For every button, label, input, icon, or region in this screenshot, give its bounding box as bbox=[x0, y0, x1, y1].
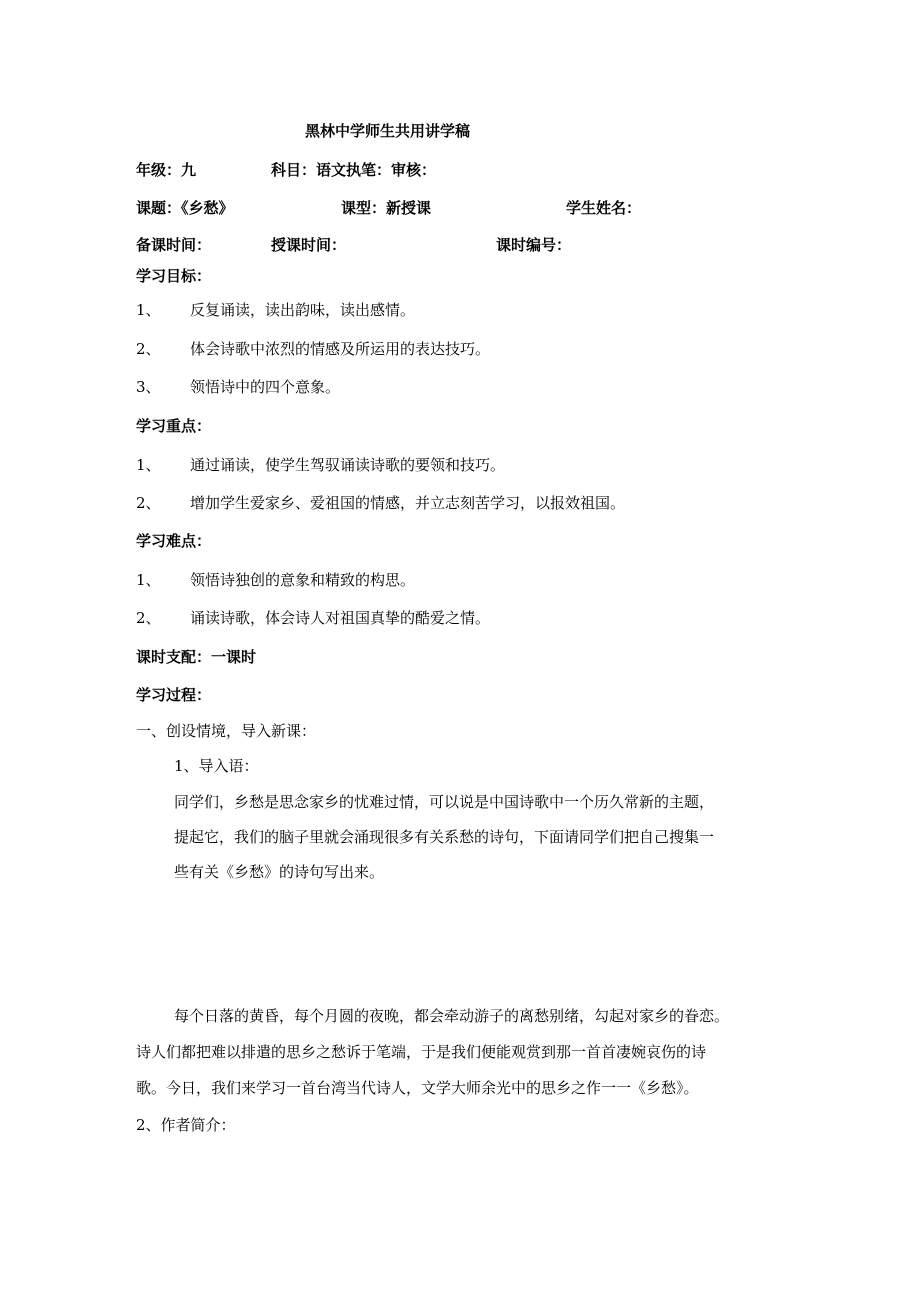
key-points-heading: 学习重点： bbox=[136, 417, 212, 435]
objective-item bbox=[136, 300, 415, 320]
key-point-item bbox=[136, 493, 625, 513]
item-text: 领悟诗中的四个意象。 bbox=[190, 378, 341, 396]
difficulty-item bbox=[136, 570, 415, 590]
intro-label: 1、导入语： bbox=[174, 757, 259, 775]
objective-item bbox=[136, 377, 340, 397]
difficulties-heading: 学习难点： bbox=[136, 532, 212, 550]
intro-paragraph-line: 些有关《乡愁》的诗句写出来。 bbox=[174, 863, 385, 881]
lesson-type-field: 课型：新授课 bbox=[341, 199, 432, 217]
item-text: 诵读诗歌，体会诗人对祖国真挚的酷爱之情。 bbox=[190, 609, 491, 627]
student-name-field: 学生姓名： bbox=[566, 199, 642, 217]
intro-paragraph-line: 提起它，我们的脑子里就会涌现很多有关系愁的诗句，下面请同学们把自己搜集一 bbox=[174, 828, 715, 846]
item-number: 1、 bbox=[136, 571, 161, 589]
item-text: 通过诵读，使学生驾驭诵读诗歌的要领和技巧。 bbox=[190, 456, 506, 474]
item-number: 1、 bbox=[136, 301, 161, 319]
header-row-3 bbox=[136, 235, 572, 255]
teach-time-field: 授课时间： bbox=[271, 236, 347, 254]
item-number: 2、 bbox=[136, 494, 161, 512]
item-number: 3、 bbox=[136, 378, 161, 396]
item-number: 2、 bbox=[136, 340, 161, 358]
item-text: 体会诗歌中浓烈的情感及所运用的表达技巧。 bbox=[190, 340, 491, 358]
item-text: 增加学生爱家乡、爱祖国的情感，并立志刻苦学习，以报效祖国。 bbox=[190, 494, 626, 512]
process-heading: 学习过程： bbox=[136, 686, 212, 704]
objectives-heading: 学习目标： bbox=[136, 267, 212, 285]
item-number: 2、 bbox=[136, 609, 161, 627]
document-title: 黑林中学师生共用讲学稿 bbox=[305, 122, 471, 140]
body-paragraph-line: 每个日落的黄昏，每个月圆的夜晚，都会牵动游子的离愁别绪，勾起对家乡的眷恋。 bbox=[174, 1007, 730, 1025]
body-paragraph-line: 诗人们都把难以排遣的思乡之愁诉于笔端，于是我们便能观赏到那一首首凄婉哀伤的诗 bbox=[136, 1043, 707, 1061]
item-text: 反复诵读，读出韵味，读出感情。 bbox=[190, 301, 416, 319]
grade-field: 年级：九 bbox=[136, 161, 197, 179]
intro-paragraph-line: 同学们，乡愁是思念家乡的忧难过情，可以说是中国诗歌中一个历久常新的主题， bbox=[174, 793, 715, 811]
item-text: 领悟诗独创的意象和精致的构思。 bbox=[190, 571, 416, 589]
item-number: 1、 bbox=[136, 456, 161, 474]
header-row-2 bbox=[136, 198, 642, 218]
subject-field: 科目：语文执笔：审核： bbox=[271, 161, 437, 179]
lesson-field: 课题：《乡愁》 bbox=[136, 199, 234, 217]
author-label: 2、作者简介： bbox=[136, 1116, 236, 1134]
objective-item bbox=[136, 339, 490, 359]
prep-time-field: 备课时间： bbox=[136, 236, 212, 254]
schedule: 课时支配：一课时 bbox=[136, 648, 257, 666]
section-heading: 一、创设情境，导入新课： bbox=[136, 722, 317, 740]
key-point-item bbox=[136, 455, 505, 475]
body-paragraph-line: 歌。今日，我们来学习一首台湾当代诗人，文学大师余光中的思乡之作一一《乡愁》。 bbox=[136, 1079, 699, 1097]
lesson-no-field: 课时编号： bbox=[496, 236, 572, 254]
header-row-1 bbox=[136, 160, 437, 180]
difficulty-item bbox=[136, 608, 490, 628]
